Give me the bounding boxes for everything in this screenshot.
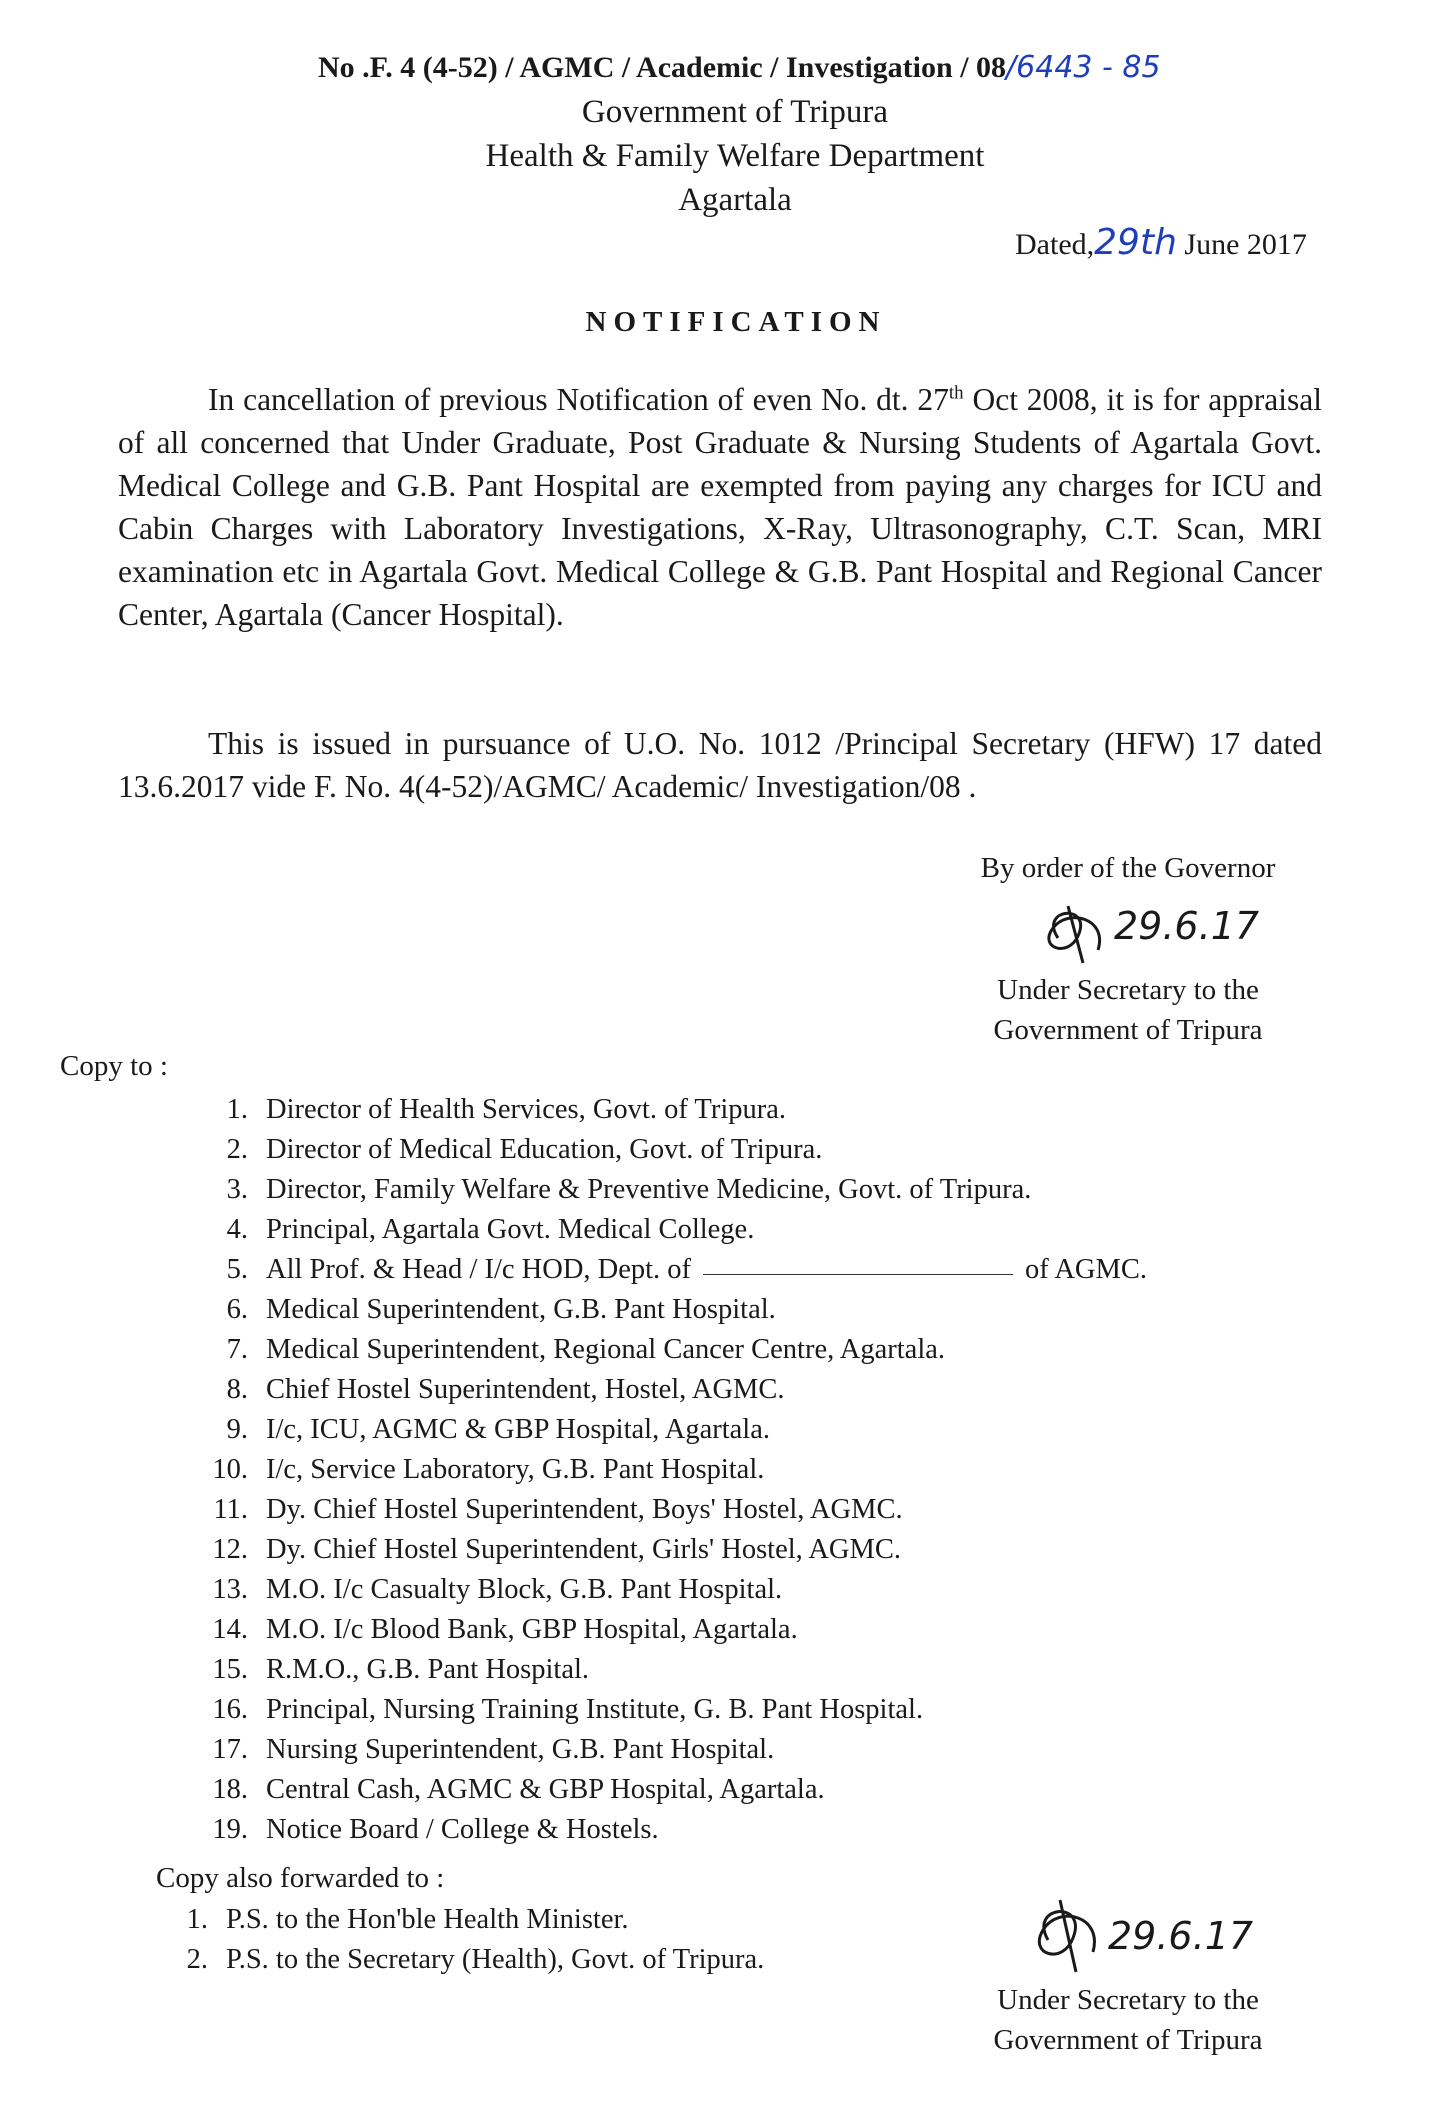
list-item-number: 1. bbox=[186, 1904, 208, 1935]
list-item bbox=[188, 1490, 1147, 1530]
list-item-text: M.O. I/c Blood Bank, GBP Hospital, Agartala. bbox=[266, 1614, 798, 1645]
notification-title: NOTIFICATION bbox=[585, 306, 887, 338]
list-item-text: Principal, Agartala Govt. Medical College. bbox=[266, 1214, 755, 1245]
list-item bbox=[188, 1530, 1147, 1570]
list-item bbox=[188, 1610, 1147, 1650]
list-item bbox=[188, 1290, 1147, 1330]
list-item-text: All Prof. & Head / I/c HOD, Dept. of bbox=[266, 1254, 692, 1285]
list-item-text: M.O. I/c Casualty Block, G.B. Pant Hospital. bbox=[266, 1574, 783, 1605]
list-item bbox=[188, 1650, 1147, 1690]
list-item bbox=[154, 1900, 764, 1940]
list-item-text: I/c, Service Laboratory, G.B. Pant Hospital. bbox=[266, 1454, 765, 1485]
list-item bbox=[188, 1770, 1147, 1810]
para1-start: In cancellation of previous Notification of even No. dt. 27 bbox=[208, 382, 949, 417]
list-item-text: Dy. Chief Hostel Superintendent, Girls' Hostel, AGMC. bbox=[266, 1534, 901, 1565]
list-item bbox=[188, 1250, 1147, 1290]
list-item bbox=[188, 1130, 1147, 1170]
signature-2 bbox=[918, 1880, 1338, 1980]
list-item-text: Notice Board / College & Hostels. bbox=[266, 1814, 659, 1845]
order-line: By order of the Governor bbox=[980, 852, 1276, 884]
list-item-number: 16. bbox=[212, 1694, 248, 1725]
list-item bbox=[188, 1450, 1147, 1490]
city-name: Agartala bbox=[678, 182, 792, 218]
signature-block-1 bbox=[918, 848, 1338, 1050]
list-item-text: P.S. to the Secretary (Health), Govt. of Tripura. bbox=[226, 1944, 765, 1975]
signature-2-date: 29.6.17 bbox=[1108, 1914, 1254, 1958]
list-item-number: 18. bbox=[212, 1774, 248, 1805]
signature-1 bbox=[918, 888, 1338, 970]
signatory-designation-2: Government of Tripura bbox=[993, 2024, 1263, 2056]
list-item-number: 14. bbox=[212, 1614, 248, 1645]
list-item-text: I/c, ICU, AGMC & GBP Hospital, Agartala. bbox=[266, 1414, 770, 1445]
reference-handwritten: /6443 - 85 bbox=[1006, 50, 1161, 85]
list-item-number: 12. bbox=[212, 1534, 248, 1565]
list-item bbox=[188, 1170, 1147, 1210]
list-item bbox=[188, 1570, 1147, 1610]
list-item-text: Director, Family Welfare & Preventive Medicine, Govt. of Tripura. bbox=[266, 1174, 1032, 1205]
list-item-text: Central Cash, AGMC & GBP Hospital, Agartala. bbox=[266, 1774, 825, 1805]
list-item-suffix: of AGMC. bbox=[1025, 1254, 1147, 1285]
reference-number bbox=[318, 50, 1161, 85]
copy-to-list bbox=[188, 1090, 1147, 1850]
list-item-number: 11. bbox=[213, 1494, 248, 1525]
list-item bbox=[188, 1690, 1147, 1730]
copy-forwarded-list bbox=[154, 1900, 764, 1980]
body-paragraph-1 bbox=[118, 378, 1322, 636]
signatory-designation-1: Under Secretary to the bbox=[997, 1984, 1259, 2016]
fill-in-blank bbox=[703, 1250, 1013, 1275]
list-item-text: R.M.O., G.B. Pant Hospital. bbox=[266, 1654, 590, 1685]
list-item-number: 8. bbox=[226, 1374, 248, 1405]
list-item bbox=[188, 1210, 1147, 1250]
dated-label: Dated, bbox=[1015, 228, 1095, 261]
list-item-text: Nursing Superintendent, G.B. Pant Hospital. bbox=[266, 1734, 775, 1765]
list-item-number: 5. bbox=[226, 1254, 248, 1285]
department-name: Health & Family Welfare Department bbox=[485, 138, 985, 174]
dated-month-year: June 2017 bbox=[1184, 228, 1307, 261]
list-item-number: 4. bbox=[226, 1214, 248, 1245]
list-item-text: Principal, Nursing Training Institute, G. B. Pant Hospital. bbox=[266, 1694, 924, 1725]
list-item bbox=[188, 1330, 1147, 1370]
list-item-text: Director of Medical Education, Govt. of Tripura. bbox=[266, 1134, 823, 1165]
list-item-number: 1. bbox=[226, 1094, 248, 1125]
list-item-number: 2. bbox=[186, 1944, 208, 1975]
list-item-number: 17. bbox=[212, 1734, 248, 1765]
list-item-number: 3. bbox=[226, 1174, 248, 1205]
signature-1-date: 29.6.17 bbox=[1114, 904, 1260, 948]
signatory-designation-1: Under Secretary to the bbox=[997, 974, 1259, 1006]
list-item-number: 7. bbox=[226, 1334, 248, 1365]
list-item-text: Dy. Chief Hostel Superintendent, Boys' Hostel, AGMC. bbox=[266, 1494, 903, 1525]
signatory-designation-2: Government of Tripura bbox=[993, 1014, 1263, 1046]
dated-line bbox=[1015, 222, 1307, 263]
copy-forwarded-label: Copy also forwarded to : bbox=[156, 1862, 445, 1894]
list-item-number: 6. bbox=[226, 1294, 248, 1325]
list-item-text: Director of Health Services, Govt. of Tripura. bbox=[266, 1094, 787, 1125]
list-item bbox=[154, 1940, 764, 1980]
para1-superscript: th bbox=[948, 382, 964, 404]
para1-rest: Oct 2008, it is for appraisal of all concerned that Under Graduate, Post Graduate & Nursing Students of Agartala Govt. Medical College and G.B. Pant Hospital are exempted from paying any charges for ICU and Cabin Charges with Laboratory Investigations, X-Ray, Ultrasonography, C.T. Scan, MRI examination etc in Agartala Govt. Medical College & G.B. Pant Hospital and Regional Cancer Center, Agartala (Cancer Hospital). bbox=[118, 382, 1323, 632]
list-item bbox=[188, 1410, 1147, 1450]
dated-day-handwritten: 29th bbox=[1094, 222, 1177, 263]
list-item bbox=[188, 1730, 1147, 1770]
list-item-text: Medical Superintendent, Regional Cancer Centre, Agartala. bbox=[266, 1334, 946, 1365]
reference-printed: No .F. 4 (4-52) / AGMC / Academic / Investigation / 08 bbox=[318, 51, 1007, 84]
list-item-text: Chief Hostel Superintendent, Hostel, AGMC. bbox=[266, 1374, 785, 1405]
list-item-number: 9. bbox=[226, 1414, 248, 1445]
body-paragraph-2: This is issued in pursuance of U.O. No. 1012 /Principal Secretary (HFW) 17 dated 13.6.2017 vide F. No. 4(4-52)/AGMC/ Academic/ Investigation/08 . bbox=[118, 726, 1322, 804]
list-item-text: Medical Superintendent, G.B. Pant Hospital. bbox=[266, 1294, 776, 1325]
list-item-number: 19. bbox=[212, 1814, 248, 1845]
signature-block-2 bbox=[918, 1880, 1338, 2060]
list-item-text: P.S. to the Hon'ble Health Minister. bbox=[226, 1904, 629, 1935]
list-item bbox=[188, 1810, 1147, 1850]
list-item-number: 13. bbox=[212, 1574, 248, 1605]
government-name: Government of Tripura bbox=[581, 94, 889, 130]
list-item-number: 10. bbox=[212, 1454, 248, 1485]
list-item bbox=[188, 1370, 1147, 1410]
copy-to-label: Copy to : bbox=[60, 1050, 168, 1082]
list-item-number: 2. bbox=[226, 1134, 248, 1165]
list-item bbox=[188, 1090, 1147, 1130]
list-item-number: 15. bbox=[212, 1654, 248, 1685]
